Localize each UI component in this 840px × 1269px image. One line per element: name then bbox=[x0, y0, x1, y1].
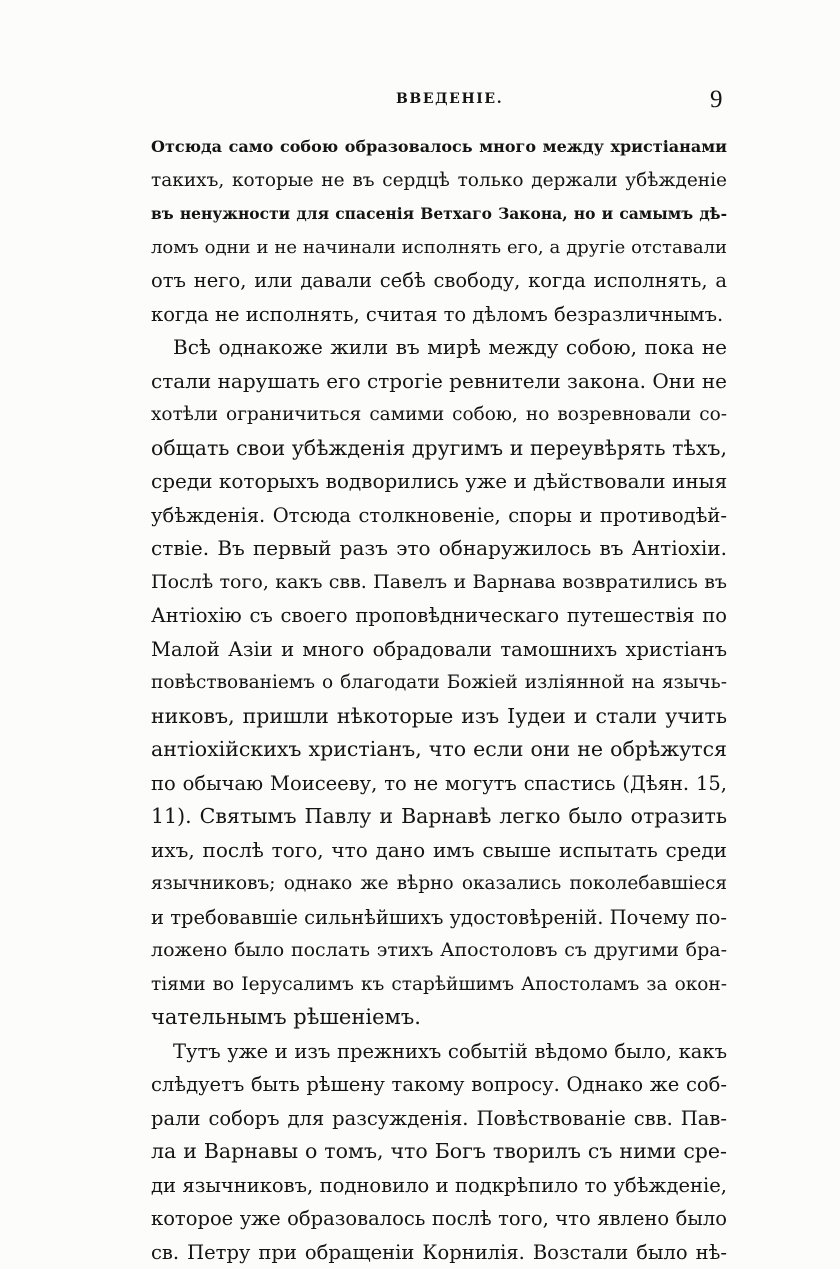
text-line: слѣдуетъ быть рѣшену такому вопросу. Однако же соб- bbox=[151, 1068, 727, 1102]
text-line: 11). Святымъ Павлу и Варнавѣ легко было отразить bbox=[151, 800, 727, 834]
text-line: тіями во Іерусалимъ къ старѣйшимъ Апостоламъ за окон- bbox=[151, 968, 727, 1002]
text-line: въ ненужности для спасенія Ветхаго Закона, но и самымъ дѣ- bbox=[151, 197, 727, 231]
text-line: ложено было послать этихъ Апостоловъ съ другими бра- bbox=[151, 934, 727, 968]
text-line: отъ него, или давали себѣ свободу, когда исполнять, а bbox=[151, 264, 727, 298]
text-line: ла и Варнавы о томъ, что Богъ творилъ съ ними сре- bbox=[151, 1135, 727, 1169]
text-line: ихъ, послѣ того, что дано имъ свыше испытать среди bbox=[151, 834, 727, 868]
text-line: язычниковъ; однако же вѣрно оказались поколебавшіеся bbox=[151, 867, 727, 901]
text-line: св. Петру при обращеніи Корнилія. Возстали было нѣ- bbox=[151, 1236, 727, 1269]
running-title: ВВЕДЕНІЕ. bbox=[396, 91, 503, 107]
text-line: Тутъ уже и изъ прежнихъ событій вѣдомо было, какъ bbox=[151, 1035, 727, 1069]
text-line: никовъ, пришли нѣкоторые изъ Іудеи и стали учить bbox=[151, 700, 727, 734]
text-line: Малой Азіи и много обрадовали тамошнихъ христіанъ bbox=[151, 633, 727, 667]
text-line: общать свои убѣжденія другимъ и переувѣрять тѣхъ, bbox=[151, 432, 727, 466]
text-line: ди язычниковъ, подновило и подкрѣпило то убѣжденіе, bbox=[151, 1169, 727, 1203]
text-line: среди которыхъ водворились уже и дѣйствовали иныя bbox=[151, 465, 727, 499]
text-line: стали нарушать его строгіе ревнители закона. Они не bbox=[151, 365, 727, 399]
text-line: и требовавшіе сильнѣйшихъ удостовѣреній. Почему по- bbox=[151, 901, 727, 935]
text-line: ломъ одни и не начинали исполнять его, а другіе отставали bbox=[151, 231, 727, 265]
text-line: чательнымъ рѣшеніемъ. bbox=[151, 1001, 727, 1035]
text-line: Всѣ однакоже жили въ мирѣ между собою, пока не bbox=[151, 331, 727, 365]
text-line: антіохійскихъ христіанъ, что если они не обрѣжутся bbox=[151, 733, 727, 767]
text-line: ствіе. Въ первый разъ это обнаружилось въ Антіохіи. bbox=[151, 532, 727, 566]
text-line: когда не исполнять, считая то дѣломъ безразличнымъ. bbox=[151, 298, 727, 332]
body-text bbox=[151, 130, 727, 1269]
text-line: повѣствованіемъ о благодати Божіей излiянной на язычь- bbox=[151, 666, 727, 700]
text-line: такихъ, которые не въ сердцѣ только держали убѣжденіе bbox=[151, 164, 727, 198]
text-line: рали соборъ для разсужденія. Повѣствованіе свв. Пав- bbox=[151, 1102, 727, 1136]
text-line: которое уже образовалось послѣ того, что явлено было bbox=[151, 1202, 727, 1236]
text-line: по обычаю Моисееву, то не могутъ спастись (Дѣян. 15, bbox=[151, 767, 727, 801]
text-line: хотѣли ограничиться самими собою, но возревновали со- bbox=[151, 398, 727, 432]
text-line: Послѣ того, какъ свв. Павелъ и Варнава возвратились въ bbox=[151, 566, 727, 600]
text-line: убѣжденія. Отсюда столкновеніе, споры и противодѣй- bbox=[151, 499, 727, 533]
page-number: 9 bbox=[710, 86, 723, 114]
text-line: Отсюда само собою образовалось много между христіанами bbox=[151, 130, 727, 164]
text-line: Антіохію съ своего проповѣдническаго путешествія по bbox=[151, 599, 727, 633]
